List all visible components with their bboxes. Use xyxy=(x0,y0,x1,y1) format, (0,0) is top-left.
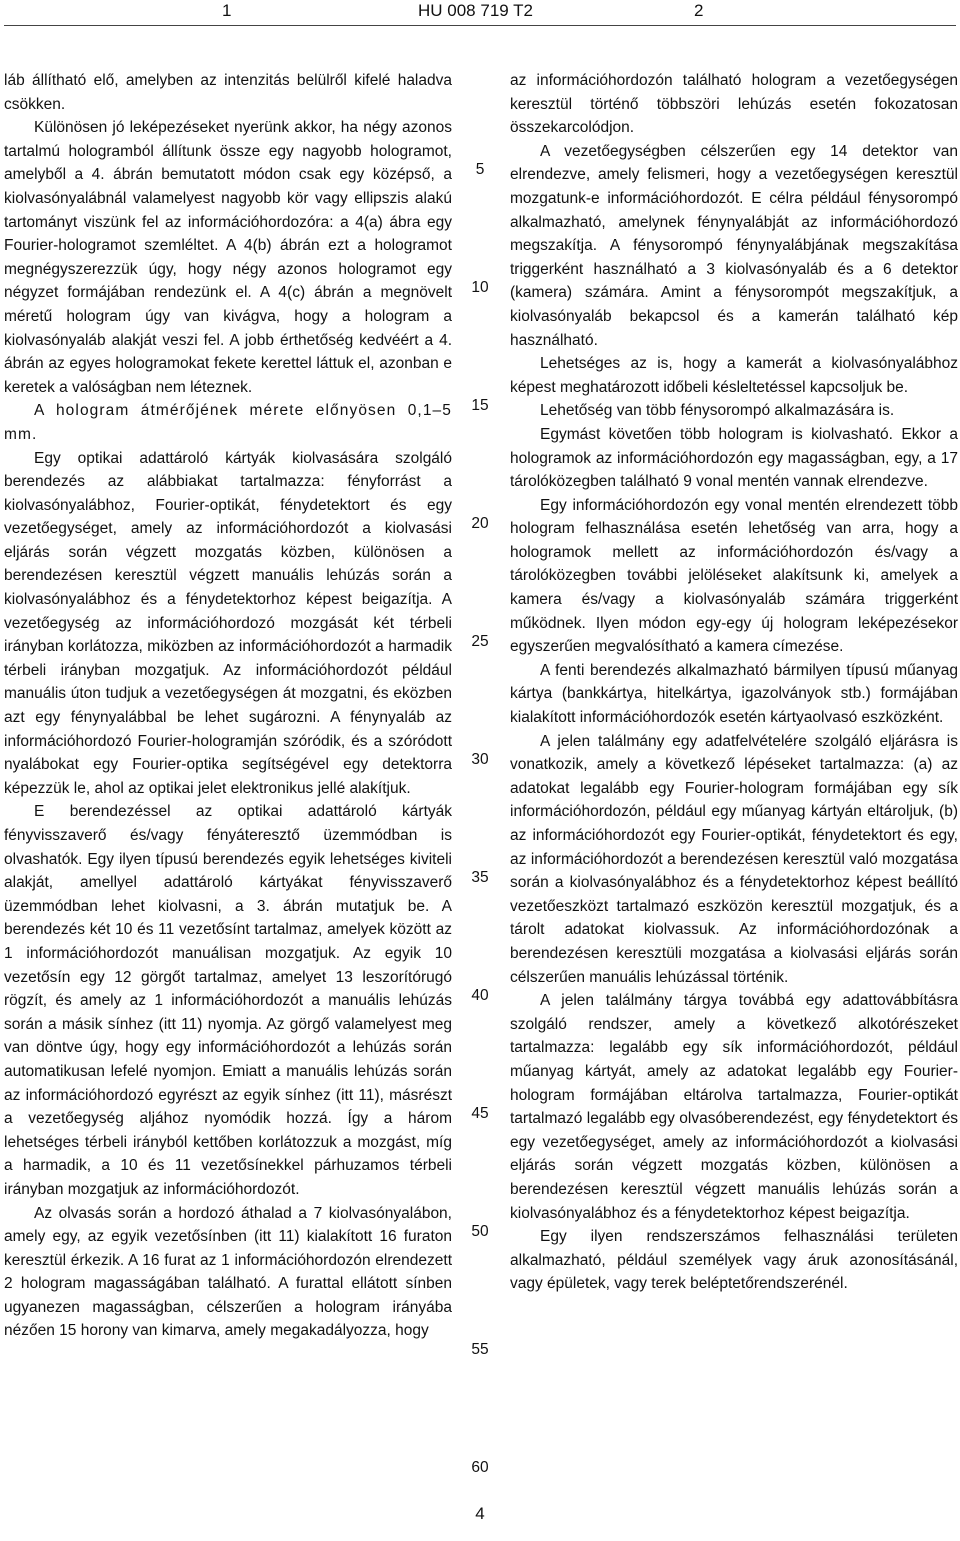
paragraph: A jelen találmány egy adatfelvételére szolgáló eljárásra is vonatkozik, amely a következő lépéseket tartalmazza: (a) az adatokat legalább egy Fourier-hologram formájában egy sík információhordozón, például egy műanyag kártyán eltároljuk, (b) az információhordozót egy Fourier-optikát, fénydetektort és egy, az információhordozót a berendezésen keresztül való mozgatása során a kiolvasónyalábhoz és a fénydetektorhoz képest beállító vezetőeszközt tartalmazó eszközön keresztül mozgatjuk, és a tárolt adatokat kiolvassuk. Az információhordozónak a berendezésen keresztüli mozgatása a kiolvasási eljárás során célszerűen manuális lehúzással történik. xyxy=(510,732,958,986)
line-number: 40 xyxy=(471,987,489,1004)
line-number: 50 xyxy=(471,1223,489,1240)
line-number: 30 xyxy=(471,751,489,768)
paragraph: Különösen jó leképezéseket nyerünk akkor, ha négy azonos tartalmú hologramból állítunk össze egy nagyobb hologramot, amelyből a 4. ábrán bemutatott módon csak egy középső, a kiolvasónyalábnál valamelyest nagyobb kör vagy ellipszis alakú tartományt viszünk fel az információhordozóra: a 4(a) ábra egy Fourier-hologramot szemléltet. A 4(b) ábrán ezt a hologramot megnégyszerezzük úgy, hogy négy azonos hologramot egy négyzet formájában rendezünk el. A 4(c) ábrán a megnövelt méretű hologram úgy van kivágva, hogy a hologram a kiolvasónyaláb alakját veszi fel. A jobb érthetőség kedvéért a 4. ábrán az egyes hologramokat fekete kerettel láttuk el, azonban e keretek a valóságban nem léteznek. xyxy=(4,119,452,396)
paragraph: A hologram átmérőjének mérete előnyösen 0,1–5 mm. xyxy=(4,402,452,443)
paragraph: Az olvasás során a hordozó áthalad a 7 kiolvasónyalábon, amely egy, az egyik vezetősínben (itt 11) kialakított 16 furaton keresztül érkezik. A 16 furat az 1 információhordozón elrendezett 2 hologram magasságában található. A furattal ellátott sínben ugyanezen magasságban, célszerűen a hologram irányába nézően 15 horony van kimarva, amely megakadályozza, hogy xyxy=(4,1204,452,1340)
line-number: 5 xyxy=(475,161,485,178)
line-number: 20 xyxy=(471,515,489,532)
paragraph: az információhordozón található hologram a vezetőegységen keresztül történő többszöri lehúzás esetén fokozatosan összekarcolódjon. xyxy=(510,72,958,137)
line-number: 55 xyxy=(471,1341,489,1358)
document-number: HU 008 719 T2 xyxy=(418,1,533,20)
page-header xyxy=(0,0,960,26)
right-page-number: 2 xyxy=(694,1,704,20)
paragraph: Egymást követően több hologram is kiolvasható. Ekkor a hologramok az információhordozón egy magasságban, egy, a 17 tárolóközegben található 9 vonal mentén vannak elrendezve. xyxy=(510,425,958,491)
paragraph: A fenti berendezés alkalmazható bármilyen típusú műanyag kártya (bankkártya, hitelkártya, igazolványok stb.) formájában kialakított információhordozók esetén kártyaolvasó eszközként. xyxy=(510,661,958,727)
left-page-number: 1 xyxy=(222,1,232,20)
paragraph: Egy ilyen rendszerszámos felhasználási területen alkalmazható, például személyek vagy áruk azonosításánál, vagy épületek, vagy terek beléptetőrendszerénél. xyxy=(510,1228,958,1293)
line-number: 35 xyxy=(471,869,489,886)
header-divider xyxy=(4,25,956,26)
paragraph: Egy optikai adattároló kártyák kiolvasására szolgáló berendezés az alábbiakat tartalmazza: fényforrást a kiolvasónyalábhoz, Fourier-optikát, fénydetektort és egy vezetőegységet, amely az információhordozót a kiolvasási eljárás során végzett mozgatás közben, különösen a berendezésen keresztül végzett manuális lehúzás során a kiolvasónyalábhoz és a fénydetektorhoz képest beigazítja. A vezetőegység az információhordozó mozgását két térbeli irányban korlátozza, miközben az információhordozót a harmadik térbeli irányban mozgatjuk. Az információhordozót például manuális úton tudjuk a vezetőegységen át mozgatni, és eközben azt egy fénynyalábbal be lehet sugározni. A fénynyaláb az információhordozó Fourier-hologramján szóródik, és a szóródott nyalábokat egy Fourier-optika segítségével egy detektorra képezzük le, ahol az optikai jelet elektronikus jellé alakítjuk. xyxy=(4,449,452,797)
line-number: 60 xyxy=(471,1459,489,1476)
paragraph: E berendezéssel az optikai adattároló kártyák fényvisszaverő és/vagy fényáteresztő üzemmódban is olvashatók. Egy ilyen típusú berendezés egyik lehetséges kiviteli alakját, amellyel adattároló kártyákat fényvisszaverő üzemmódban lehet kiolvasni, a 3. ábrán mutatjuk be. A berendezés két 10 és 11 vezetősínt tartalmaz, amelyek között az 1 információhordozót manuálisan mozgatjuk. Az egyik 10 vezetősín egy 12 görgőt tartalmaz, amelyet 13 leszorítórugó rögzít, és amely az 1 információhordozót a manuális lehúzás során a másik sínhez (itt 11) nyomja. Az görgő valamelyest meg van döntve úgy, hogy egy információhordozót a lehúzás során automatikusan lefelé nyomjon. Emiatt a manuális lehúzás során az információhordozó egyrészt az egyik sínhez (itt 11), másrészt a vezetőegység aljához nyomódik hozzá. Így a három lehetséges térbeli irányból kettőben korlátozzuk a mozgást, míg a harmadik, a 10 és 11 vezetősínekkel párhuzamos térbeli irányban mozgatjuk az információhordozót. xyxy=(4,803,452,1198)
paragraph: Egy információhordozón egy vonal mentén elrendezett több hologram felhasználása esetén lehetőség van arra, hogy a hologramok mellett az információhordozón és/vagy a tárolóközegben további jelöléseket alakítsunk ki, amelyek a kamera és/vagy a kiolvasónyaláb számára triggerként működnek. Ilyen módon egy-egy új hologram leképezésekor egyszerűen megvalósítható a kamera címezése. xyxy=(510,496,958,656)
right-text-column xyxy=(510,69,958,1296)
paragraph: Lehetséges az is, hogy a kamerát a kiolvasónyalábhoz képest meghatározott időbeli késleltetéssel kapcsoljuk be. xyxy=(510,355,958,396)
paragraph: A jelen találmány tárgya továbbá egy adattovábbításra szolgáló rendszer, amely a következő alkotórészeket tartalmazza: legalább egy sík információhordozót, például műanyag kártyát, amely az adatokat legalább egy Fourier-hologram formájában eltárolva tartalmazza, Fourier-optikát tartalmazó legalább egy olvasóberendezést, egy fénydetektort és egy vezetőegységet, amely az információhordozót a kiolvasási eljárás során végzett mozgatás közben, különösen a berendezésen keresztül végzett manuális lehúzás során a kiolvasónyalábhoz és a fénydetektorhoz képest beigazítja. xyxy=(510,992,958,1222)
line-number: 25 xyxy=(471,633,489,650)
line-number: 10 xyxy=(471,279,489,296)
paragraph: láb állítható elő, amelyben az intenzitás belülről kifelé haladva csökken. xyxy=(4,72,452,113)
paragraph: A vezetőegységben célszerűen egy 14 detektor van elrendezve, amely felismeri, hogy a vezetőegységen keresztül mozgatunk-e információhordozót. E célra például fénysorompó alkalmazható, amelynek fénynyalábját az információhordozó megszakítja. A fénysorompó fénynyalábjának megszakítása triggerként használható a 3 kiolvasónyaláb és a 6 detektor (kamera) számára. Amint a fénysorompót megszakítjuk, a kiolvasónyaláb bekapcsol és a kamerán található kép használható. xyxy=(510,142,958,349)
line-number: 15 xyxy=(471,397,489,414)
paragraph: Lehetőség van több fénysorompó alkalmazására is. xyxy=(540,402,895,420)
left-text-column xyxy=(4,69,452,1343)
line-number: 45 xyxy=(471,1105,489,1122)
footer-page-number: 4 xyxy=(475,1504,485,1523)
